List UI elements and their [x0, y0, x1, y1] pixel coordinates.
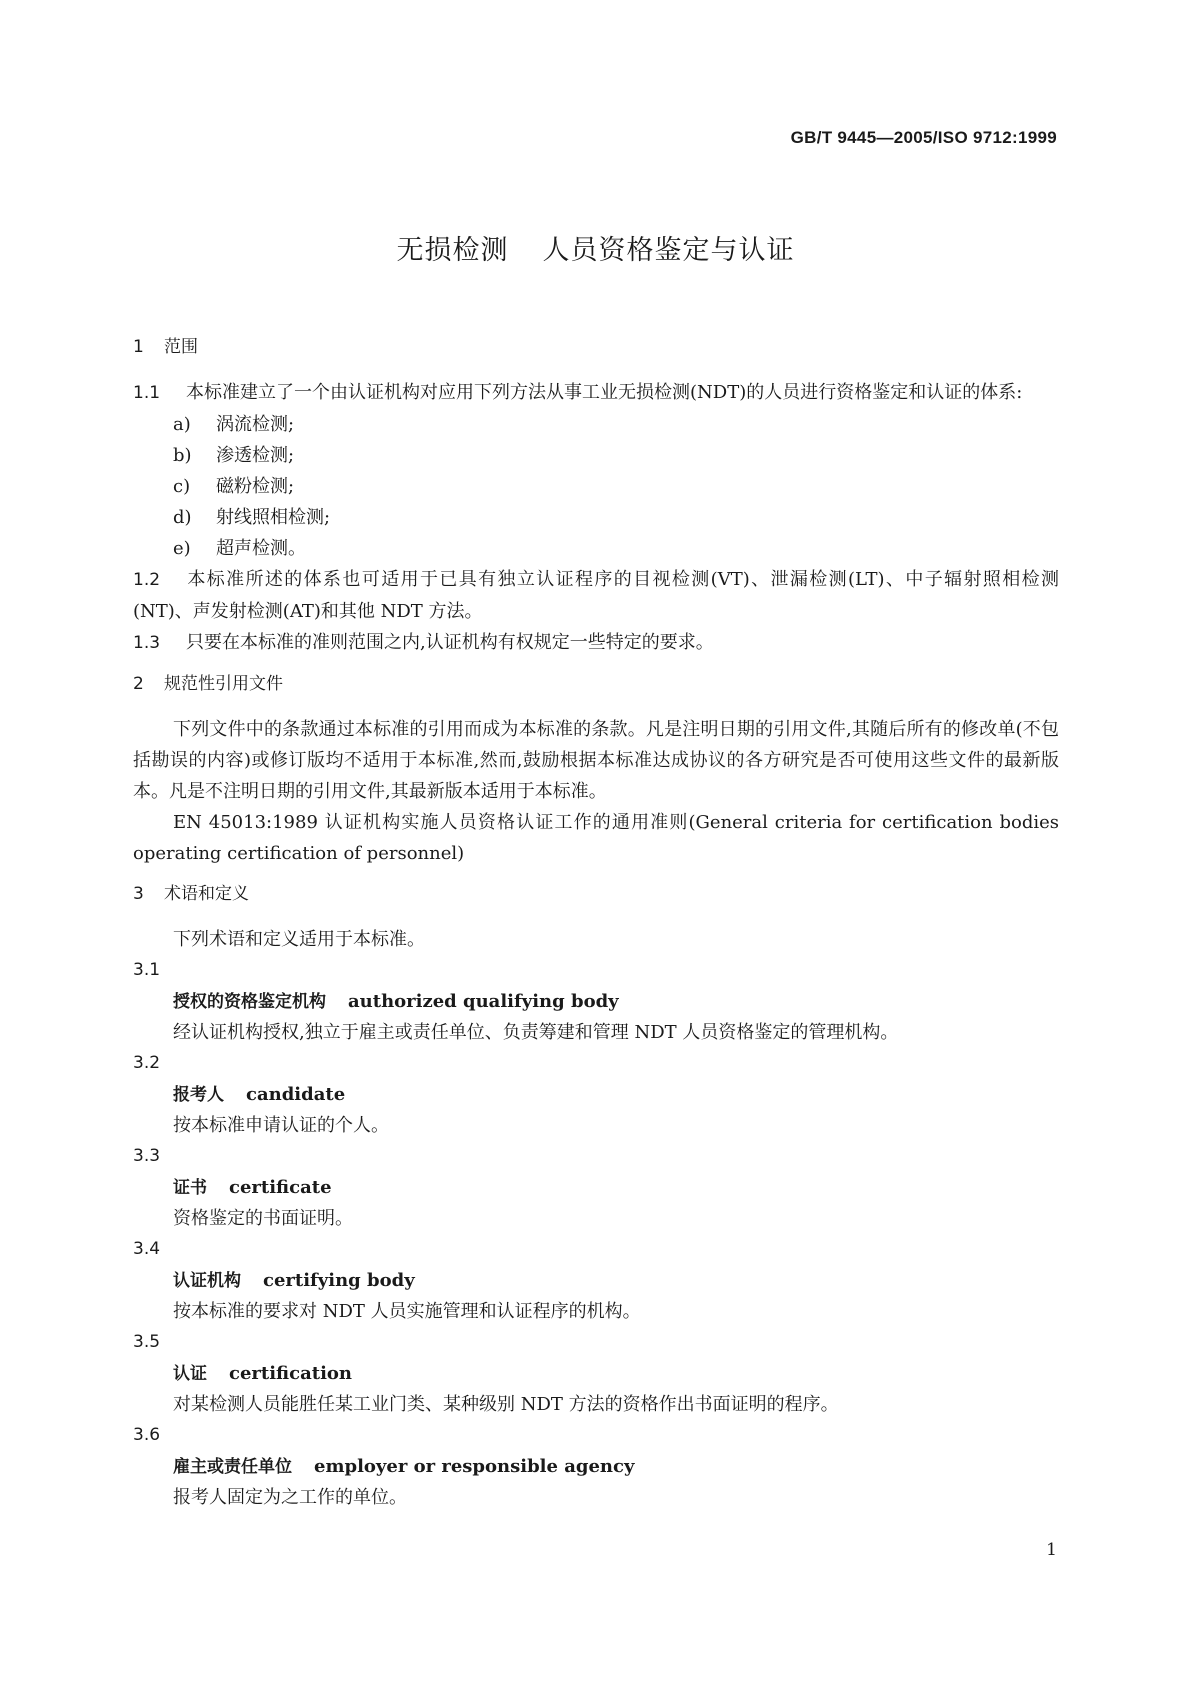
list-mark: c) [173, 476, 191, 497]
section-number: 1 [133, 337, 144, 357]
clause-1-2 [133, 564, 1059, 627]
document-body [133, 332, 1059, 1513]
term-entry [133, 1327, 1059, 1420]
term-name-zh: 雇主或责任单位 [173, 1457, 292, 1477]
term-name [173, 1172, 1059, 1203]
term-name-zh: 报考人 [173, 1085, 224, 1105]
term-number: 3.4 [133, 1239, 161, 1259]
term-name-zh: 授权的资格鉴定机构 [173, 992, 326, 1012]
section-1-heading [133, 332, 1059, 363]
document-title [0, 228, 1191, 267]
clause-number: 1.3 [133, 633, 161, 653]
list-mark: d) [173, 507, 192, 528]
section-title: 术语和定义 [164, 884, 249, 904]
term-name-en: certifying body [263, 1270, 415, 1291]
term-name-en: employer or responsible agency [314, 1456, 635, 1477]
term-number: 3.1 [133, 960, 161, 980]
list-text: 涡流检测; [216, 414, 295, 435]
list-item [173, 471, 1059, 502]
clause-text: 只要在本标准的准则范围之内,认证机构有权规定一些特定的要求。 [186, 632, 714, 653]
term-definition: 对某检测人员能胜任某工业门类、某种级别 NDT 方法的资格作出书面证明的程序。 [173, 1394, 839, 1415]
term-number: 3.2 [133, 1053, 161, 1073]
term-entry [133, 1420, 1059, 1513]
page-number: 1 [1046, 1540, 1057, 1560]
term-definition: 经认证机构授权,独立于雇主或责任单位、负责筹建和管理 NDT 人员资格鉴定的管理机构。 [173, 1022, 899, 1043]
term-definition: 按本标准的要求对 NDT 人员实施管理和认证程序的机构。 [173, 1301, 641, 1322]
term-name-zh: 认证 [173, 1364, 207, 1384]
terms-intro: 下列术语和定义适用于本标准。 [173, 929, 425, 950]
list-text: 磁粉检测; [216, 476, 295, 497]
section-title: 范围 [164, 337, 198, 357]
term-entry [133, 1048, 1059, 1141]
term-name [173, 1358, 1059, 1389]
term-name-zh: 认证机构 [173, 1271, 241, 1291]
section-2-heading [133, 669, 1059, 700]
list-mark: e) [173, 538, 191, 559]
term-name-en: authorized qualifying body [348, 991, 619, 1012]
clause-text: 本标准所述的体系也可适用于已具有独立认证程序的目视检测(VT)、泄漏检测(LT)、中子辐射照相检测(NT)、声发射检测(AT)和其他 NDT 方法。 [133, 569, 1059, 622]
normative-references-text: 下列文件中的条款通过本标准的引用而成为本标准的条款。凡是注明日期的引用文件,其随后所有的修改单(不包括勘误的内容)或修订版均不适用于本标准,然而,鼓励根据本标准达成协议的各方研究是否可使用这些文件的最新版本。凡是不注明日期的引用文件,其最新版本适用于本标准。 [133, 719, 1059, 802]
list-item [173, 409, 1059, 440]
clause-number: 1.2 [133, 570, 161, 590]
term-entry [133, 955, 1059, 1048]
list-item [173, 440, 1059, 471]
section-number: 3 [133, 884, 144, 904]
section-title: 规范性引用文件 [164, 674, 283, 694]
term-name [173, 1451, 1059, 1482]
standard-code: GB/T 9445—2005/ISO 9712:1999 [790, 128, 1057, 147]
term-number: 3.6 [133, 1425, 161, 1445]
term-definition: 按本标准申请认证的个人。 [173, 1115, 389, 1136]
term-name-en: certification [229, 1363, 353, 1384]
list-item [173, 502, 1059, 533]
term-name [173, 1265, 1059, 1296]
term-name [173, 986, 1059, 1017]
section-number: 2 [133, 674, 144, 694]
reference-entry: EN 45013:1989 认证机构实施人员资格认证工作的通用准则(General criteria for certification bodies operating certification of personnel) [133, 812, 1059, 864]
term-name-zh: 证书 [173, 1178, 207, 1198]
term-number: 3.3 [133, 1146, 161, 1166]
term-entry [133, 1141, 1059, 1234]
section-3-heading [133, 879, 1059, 910]
clause-1-3 [133, 627, 1059, 659]
list-item [173, 533, 1059, 564]
term-name-en: certificate [229, 1177, 332, 1198]
term-name-en: candidate [246, 1084, 346, 1105]
clause-text: 本标准建立了一个由认证机构对应用下列方法从事工业无损检测(NDT)的人员进行资格鉴定和认证的体系: [186, 382, 1023, 403]
term-name [173, 1079, 1059, 1110]
list-mark: b) [173, 445, 192, 466]
term-entry [133, 1234, 1059, 1327]
clause-number: 1.1 [133, 383, 161, 403]
title-part-1: 无损检测 [396, 235, 509, 266]
title-part-2: 人员资格鉴定与认证 [542, 235, 795, 266]
term-definition: 报考人固定为之工作的单位。 [173, 1487, 407, 1508]
list-text: 渗透检测; [216, 445, 295, 466]
list-mark: a) [173, 414, 191, 435]
clause-1-1 [133, 377, 1059, 409]
term-number: 3.5 [133, 1332, 161, 1352]
list-text: 射线照相检测; [216, 507, 331, 528]
term-definition: 资格鉴定的书面证明。 [173, 1208, 353, 1229]
list-text: 超声检测。 [216, 538, 306, 559]
